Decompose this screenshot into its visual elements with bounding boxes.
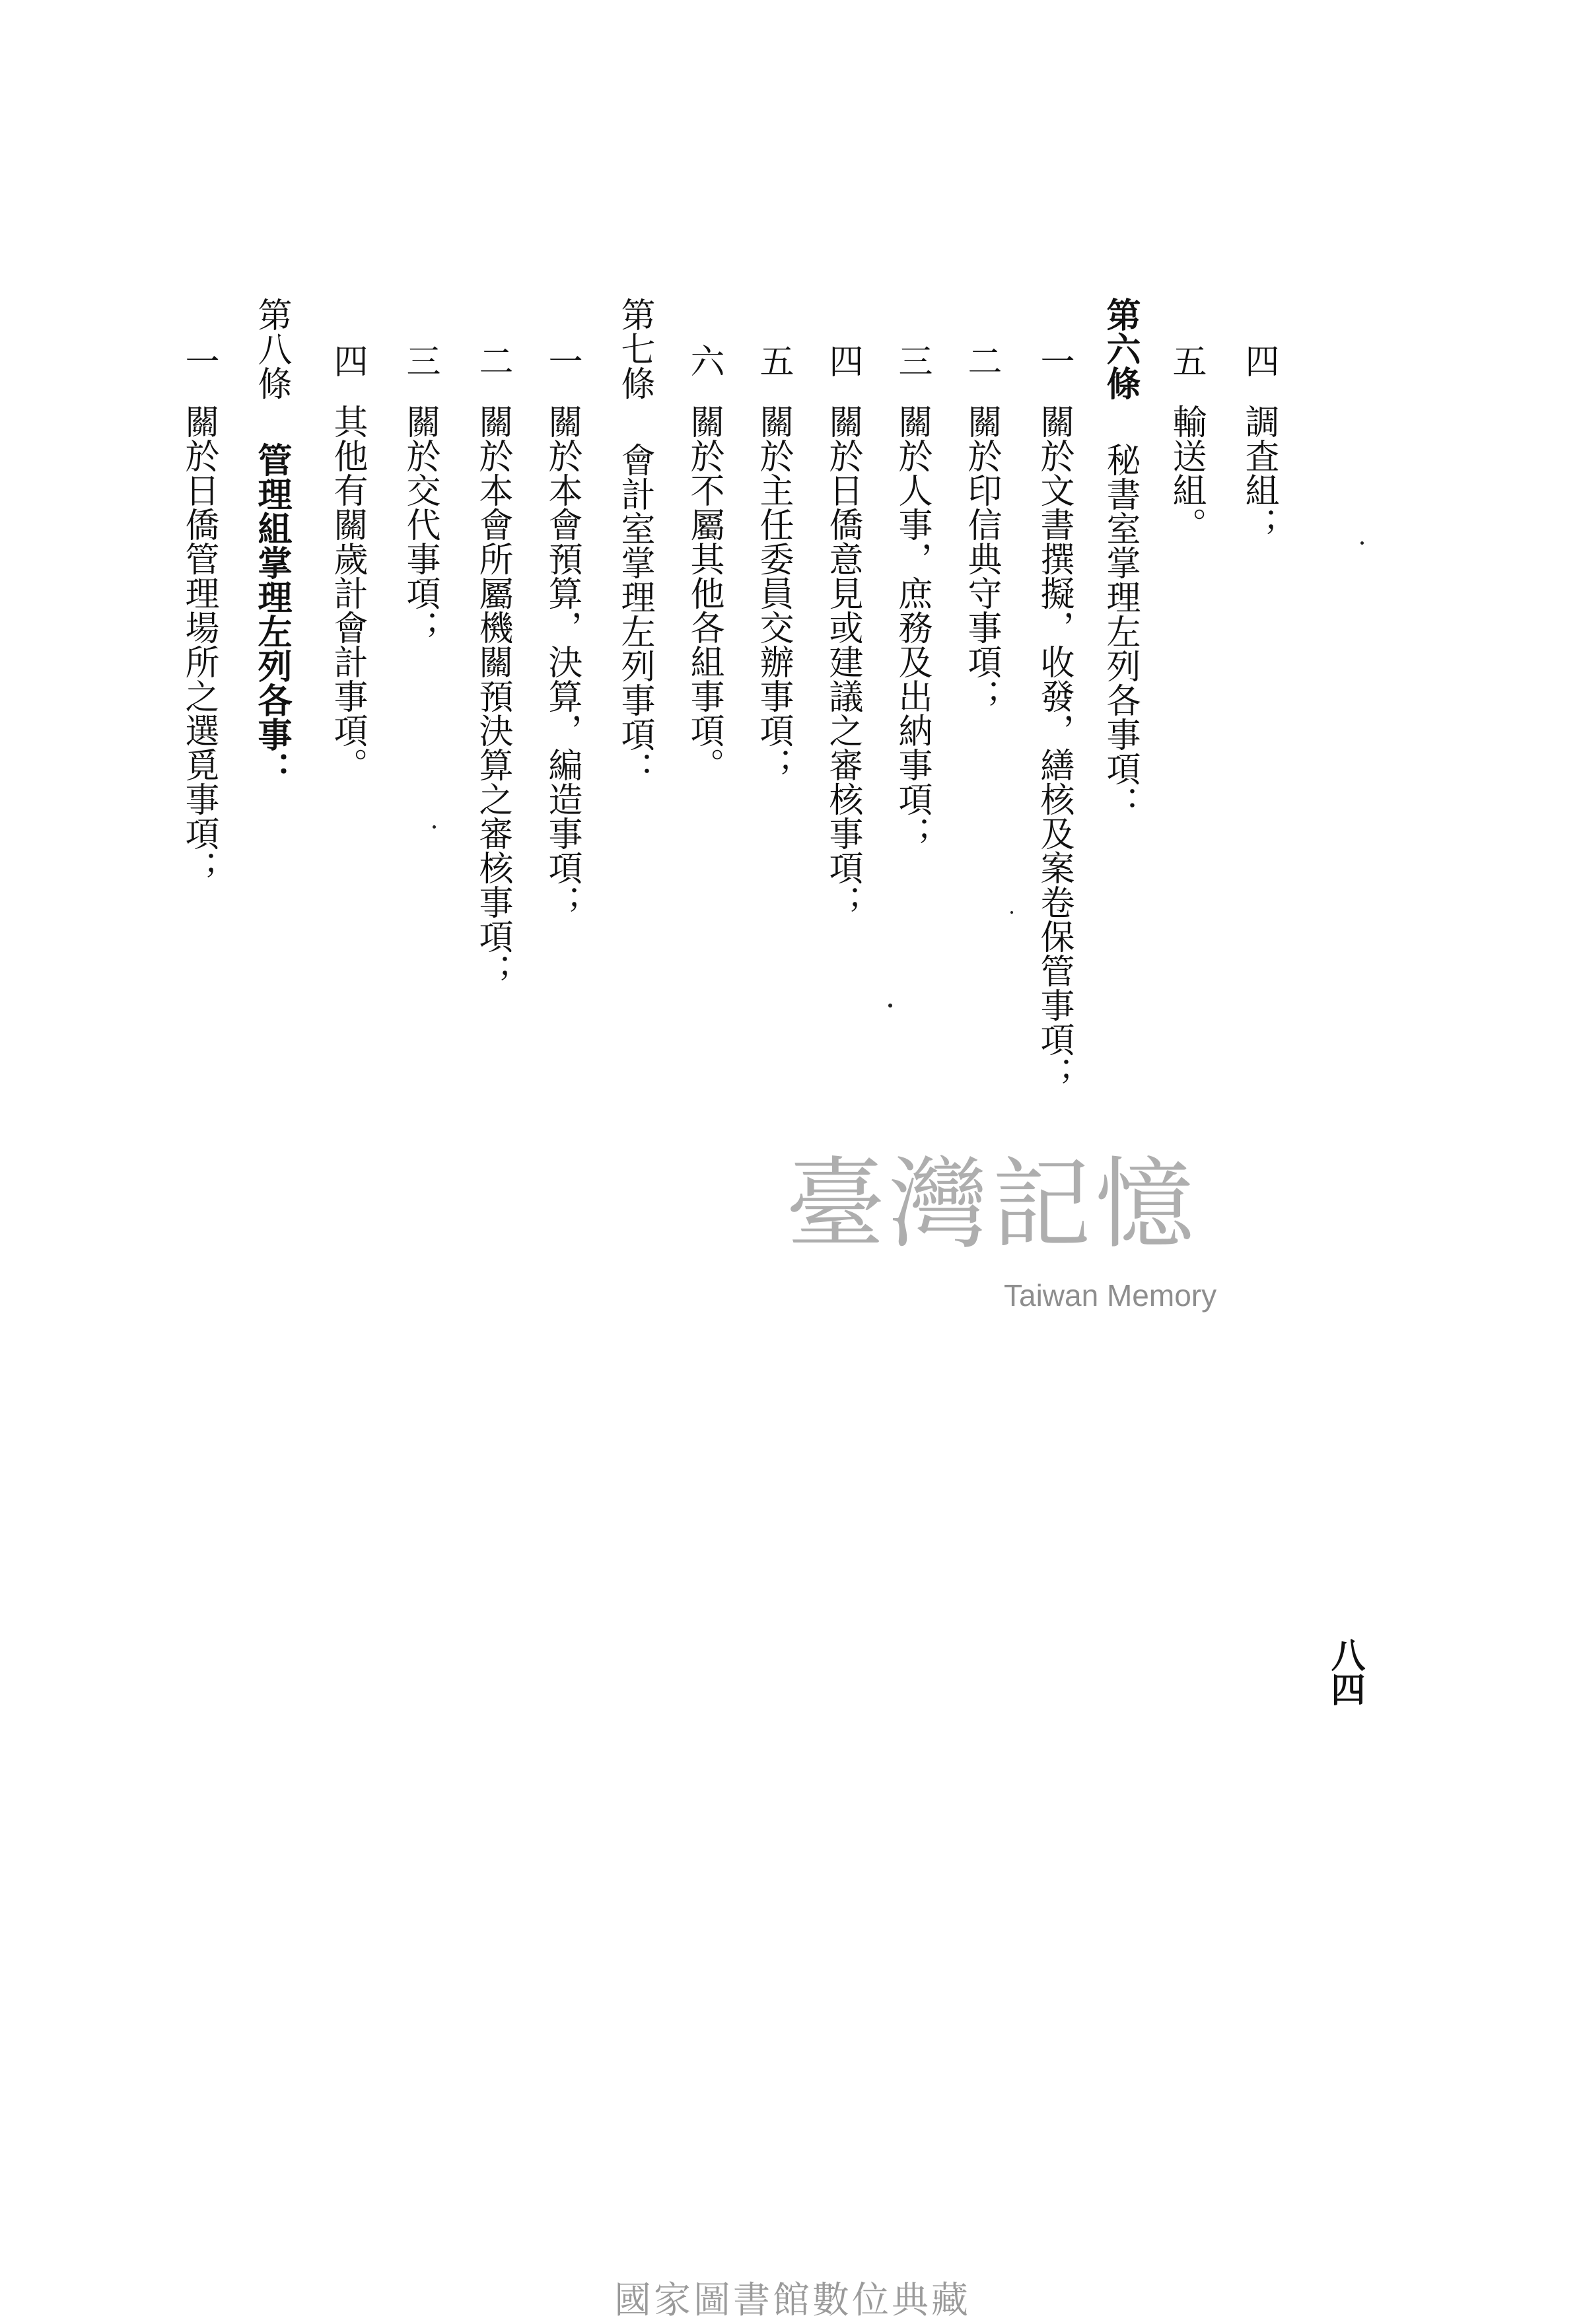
column-16 xyxy=(179,343,219,885)
item-number: 一 xyxy=(542,343,582,378)
article-number: 第八條 xyxy=(252,297,291,400)
article-number: 第七條 xyxy=(615,297,654,400)
column-8 xyxy=(756,343,791,782)
item-number: 三 xyxy=(892,343,932,378)
scan-speck xyxy=(433,825,436,829)
column-9 xyxy=(684,343,724,782)
item-text: 關於本會所屬機關預決算之審核事項； xyxy=(473,404,512,988)
item-text: 關於印信典守事項； xyxy=(962,404,1001,713)
item-number: 四 xyxy=(328,343,367,378)
article-6-heading xyxy=(1100,297,1141,820)
item-text: 關於主任委員交辦事項； xyxy=(754,404,793,782)
column-5 xyxy=(964,343,999,713)
article-number: 第六條 xyxy=(1100,297,1141,400)
column-7 xyxy=(823,343,863,919)
item-number: 一 xyxy=(1034,343,1074,378)
item-number: 六 xyxy=(684,343,724,378)
item-text: 關於本會預算，決算，編造事項； xyxy=(542,404,582,919)
item-text: 輸送組。 xyxy=(1166,404,1206,541)
item-number: 四 xyxy=(1239,343,1279,378)
column-12 xyxy=(473,343,512,988)
column-1 xyxy=(1239,343,1279,541)
column-13 xyxy=(400,343,440,644)
scan-speck xyxy=(888,1004,892,1008)
scan-speck xyxy=(1360,541,1364,545)
item-text: 關於日僑意見或建議之審核事項； xyxy=(823,404,863,919)
scan-speck xyxy=(1010,911,1013,914)
page-number: 八四 xyxy=(1325,1637,1365,1706)
watermark-caption: Taiwan Memory xyxy=(1004,1278,1217,1313)
watermark-logo-text: 臺灣記憶 xyxy=(786,1147,1199,1262)
column-6 xyxy=(892,343,932,850)
item-text: 其他有關歲計會計事項。 xyxy=(328,404,367,782)
item-number: 五 xyxy=(754,343,793,378)
column-11 xyxy=(542,343,582,919)
article-text: 秘書室掌理左列各事項： xyxy=(1100,442,1140,820)
article-text: 會計室掌理左列事項： xyxy=(615,442,654,786)
item-number: 一 xyxy=(179,343,219,378)
item-number: 二 xyxy=(962,343,1001,378)
article-text: 管理組掌理左列各事： xyxy=(252,442,292,786)
watermark xyxy=(786,1147,1288,1327)
item-text: 關於文書撰擬，收發，繕核及案卷保管事項； xyxy=(1034,404,1074,1091)
column-4 xyxy=(1034,343,1074,1091)
article-8-heading xyxy=(252,297,292,786)
item-text: 關於不屬其他各組事項。 xyxy=(684,404,724,782)
item-text: 關於交代事項； xyxy=(400,404,440,644)
item-number: 五 xyxy=(1166,343,1206,378)
item-text: 調査組； xyxy=(1239,404,1279,541)
item-number: 二 xyxy=(473,343,512,378)
footer-collection-name: 國家圖書館數位典藏 xyxy=(614,2279,971,2322)
item-number: 四 xyxy=(823,343,863,378)
column-14 xyxy=(330,343,365,782)
article-7-heading xyxy=(617,297,652,786)
item-number: 三 xyxy=(400,343,440,378)
item-text: 關於人事，庶務及出納事項； xyxy=(892,404,932,850)
column-2 xyxy=(1166,343,1206,541)
item-text: 關於日僑管理場所之選覓事項； xyxy=(179,404,219,885)
